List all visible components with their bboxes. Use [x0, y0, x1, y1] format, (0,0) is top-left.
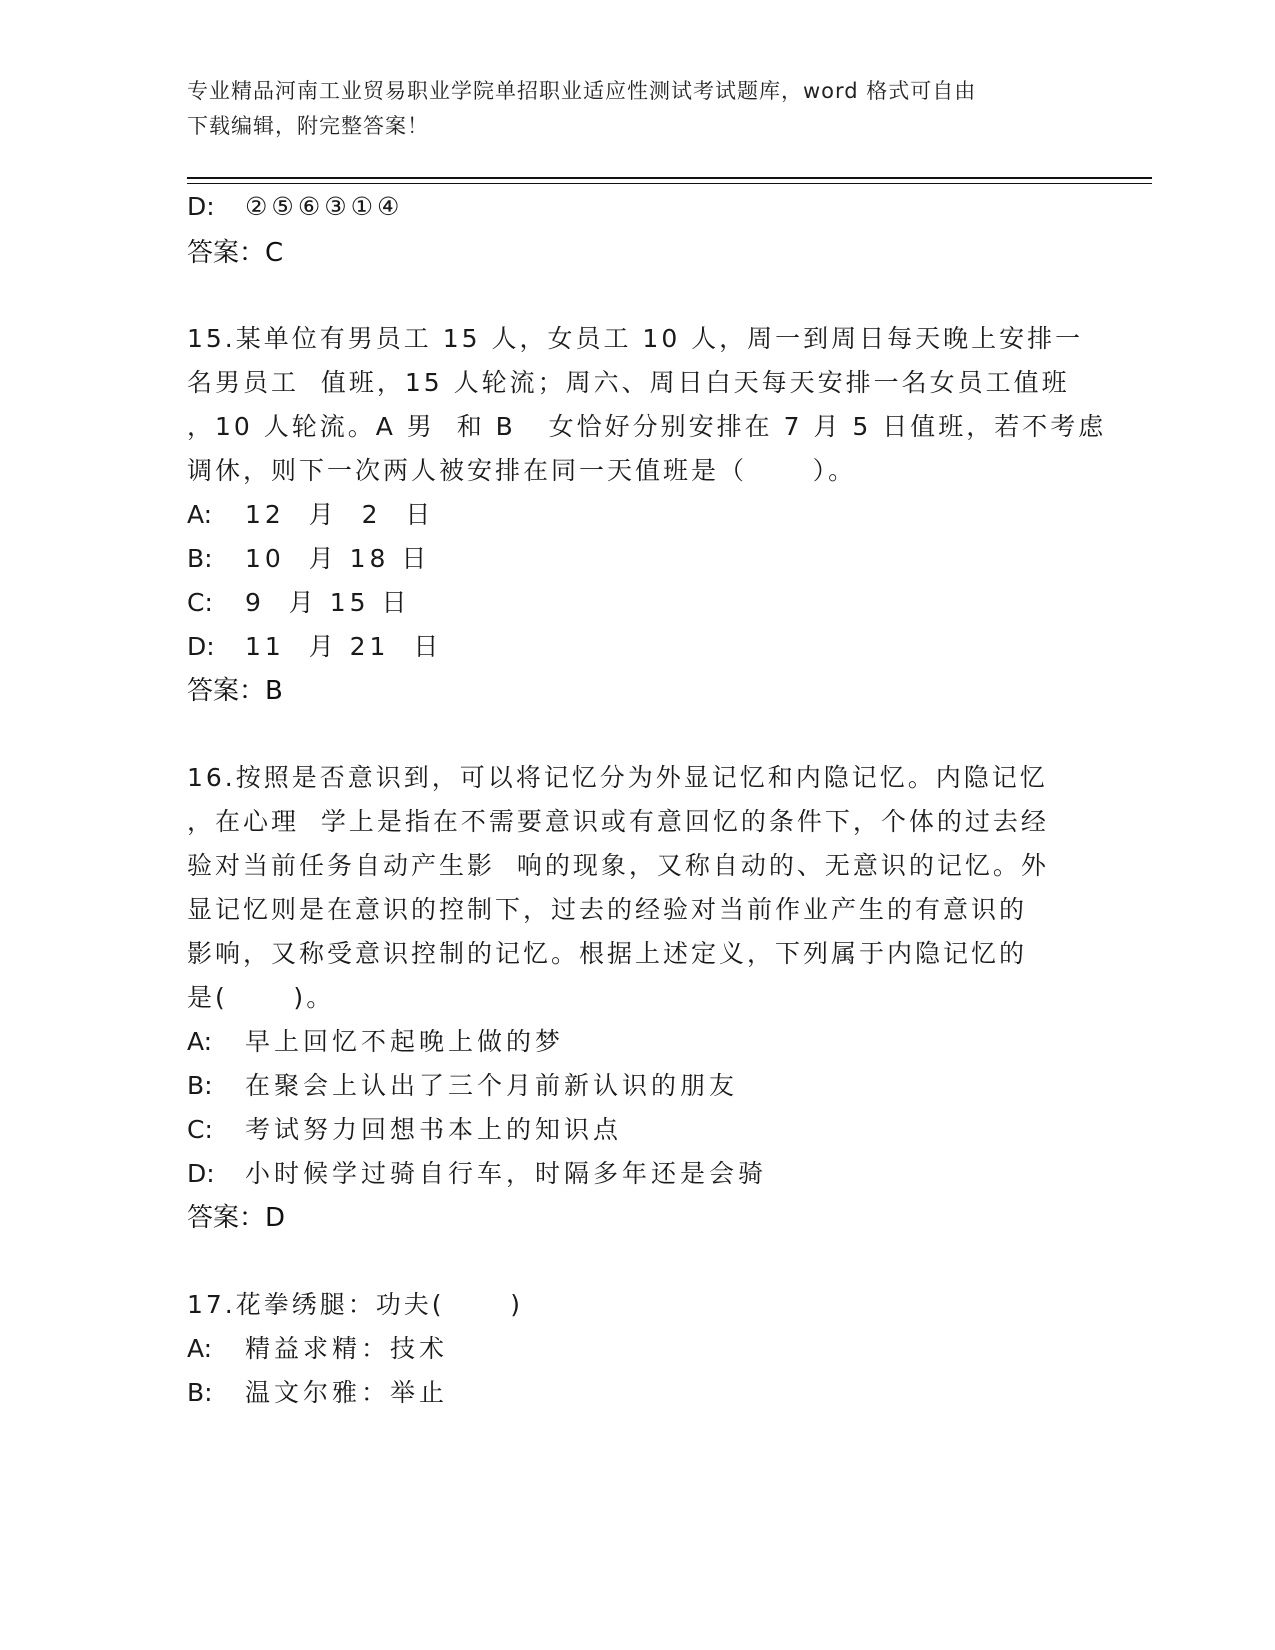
- option-text: 12 月 2 日: [245, 500, 435, 529]
- option-text: 考试努力回想书本上的知识点: [245, 1115, 623, 1144]
- option-text: 精益求精：技术: [245, 1334, 449, 1363]
- q16-answer: 答案：D: [187, 1203, 286, 1233]
- option-letter: D:: [187, 192, 215, 221]
- q15-option-a: [187, 493, 434, 537]
- q16-stem-line-1: 16.按照是否意识到，可以将记忆分为外显记忆和内隐记忆。内隐记忆: [187, 763, 1048, 792]
- option-text: 10 月 18 日: [245, 544, 431, 573]
- option-letter: D:: [187, 632, 215, 661]
- header-line-2: 下载编辑，附完整答案！: [187, 114, 429, 138]
- q15-stem-line-4: 调休，则下一次两人被安排在同一天值班是（ ）。: [187, 456, 857, 485]
- option-text: ②⑤⑥③①④: [245, 192, 404, 221]
- q15-answer: 答案：B: [187, 676, 283, 706]
- option-letter: A:: [187, 1334, 213, 1363]
- q16-stem-line-6: 是( )。: [187, 983, 335, 1012]
- q17-option-a: [187, 1327, 448, 1371]
- option-text: 11 月 21 日: [245, 632, 443, 661]
- header-rule-thick: [187, 177, 1152, 179]
- header-rule-thin: [187, 183, 1152, 184]
- q16-option-c: [187, 1108, 622, 1152]
- option-text: 温文尔雅：举止: [245, 1378, 449, 1407]
- q16-stem-line-4: 显记忆则是在意识的控制下，过去的经验对当前作业产生的有意识的: [187, 895, 1028, 924]
- q14-option-d: [187, 185, 403, 229]
- header-line-1: 专业精品河南工业贸易职业学院单招职业适应性测试考试题库，word 格式可自由: [187, 79, 977, 103]
- option-letter: C:: [187, 1115, 213, 1144]
- q15-option-d: [187, 625, 442, 669]
- q16-option-b: [187, 1064, 738, 1108]
- option-text: 9 月 15 日: [245, 588, 411, 617]
- q14-answer: 答案：C: [187, 238, 284, 268]
- q17-stem: 17.花拳绣腿：功夫( ): [187, 1290, 523, 1319]
- option-letter: D:: [187, 1159, 215, 1188]
- option-text: 小时候学过骑自行车，时隔多年还是会骑: [245, 1159, 768, 1188]
- q17-option-b: [187, 1371, 448, 1415]
- q15-option-c: [187, 581, 411, 625]
- option-letter: C:: [187, 588, 213, 617]
- q15-stem-line-3: ，10 人轮流。A 男 和 B 女恰好分别安排在 7 月 5 日值班，若不考虑: [187, 412, 1107, 441]
- q16-option-a: [187, 1020, 564, 1064]
- option-letter: A:: [187, 1027, 213, 1056]
- q15-option-b: [187, 537, 430, 581]
- page-header: [187, 74, 1087, 144]
- option-letter: B:: [187, 1378, 213, 1407]
- option-text: 在聚会上认出了三个月前新认识的朋友: [245, 1071, 739, 1100]
- q16-stem-line-5: 影响，又称受意识控制的记忆。根据上述定义，下列属于内隐记忆的: [187, 939, 1028, 968]
- option-text: 早上回忆不起晚上做的梦: [245, 1027, 565, 1056]
- q16-stem-line-3: 验对当前任务自动产生影 响的现象，又称自动的、无意识的记忆。外: [187, 851, 1049, 880]
- q15-stem-line-1: 15.某单位有男员工 15 人，女员工 10 人，周一到周日每天晚上安排一: [187, 324, 1084, 353]
- option-letter: A:: [187, 500, 213, 529]
- option-letter: B:: [187, 1071, 213, 1100]
- q16-stem-line-2: ，在心理 学上是指在不需要意识或有意回忆的条件下，个体的过去经: [187, 807, 1049, 836]
- q16-option-d: [187, 1152, 767, 1196]
- option-letter: B:: [187, 544, 213, 573]
- q15-stem-line-2: 名男员工 值班，15 人轮流；周六、周日白天每天安排一名女员工值班: [187, 368, 1070, 397]
